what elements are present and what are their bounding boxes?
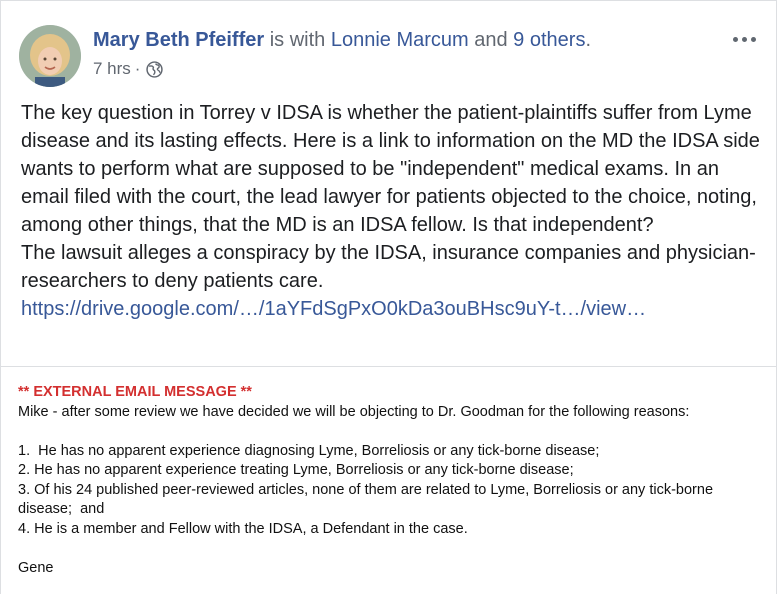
avatar-image [19,25,81,87]
blank-line [18,539,768,559]
post-header [19,25,764,89]
tagged-others[interactable]: 9 others [513,29,586,51]
with-text: is with [264,29,331,51]
email-attachment-image[interactable] [18,383,768,578]
email-intro: Mike - after some review we have decided we will be objecting to Dr. Goodman for the following reasons: [18,403,690,420]
email-reason: 1. He has no apparent experience diagnosing Lyme, Borreliosis or any tick-borne disease; [18,442,600,459]
email-reason: 3. Of his 24 published peer-reviewed articles, none of them are related to Lyme, Borreliosis or any tick-borne disease; and [18,481,718,517]
author-name[interactable]: Mary Beth Pfeiffer [93,29,265,51]
divider [1,366,776,367]
email-reason: 2. He has no apparent experience treating Lyme, Borreliosis or any tick-borne disease; [18,462,574,478]
more-options-dot [751,37,756,42]
tagged-person[interactable]: Lonnie Marcum [330,29,469,51]
email-tag: ** EXTERNAL EMAIL MESSAGE ** [18,384,252,400]
blank-line [18,422,768,442]
more-options-icon [733,37,738,42]
globe-icon[interactable] [146,61,163,78]
more-options-dot [742,37,747,42]
avatar[interactable] [19,25,81,87]
period: . [585,29,591,51]
post-body [21,99,766,323]
post-meta [93,59,163,79]
post-paragraph: The lawsuit alleges a conspiracy by the IDSA, insurance companies and physician-researchers to deny patients care. [21,242,756,292]
email-signature: Gene [18,559,54,576]
post-timestamp[interactable]: 7 hrs [93,59,131,78]
and-text: and [468,29,514,51]
post-paragraph: The key question in Torrey v IDSA is whether the patient-plaintiffs suffer from Lyme disease and its lasting effects. Here is a link to information on the MD the IDSA side wants to perform what are supposed to be "independent" medical exams. In an email filed with the court, the lead lawyer for patients objected to the choice, noting, among other things, that the MD is an IDSA fellow. Is that independent? [21,102,760,236]
more-options-button[interactable] [728,29,760,49]
email-reason: 4. He is a member and Fellow with the IDSA, a Defendant in the case. [18,520,468,537]
post-link[interactable]: https://drive.google.com/…/1aYFdSgPxO0kDa3ouBHsc9uY-t…/view… [21,298,647,320]
post-author-line [93,29,591,52]
meta-separator: · [134,59,141,78]
